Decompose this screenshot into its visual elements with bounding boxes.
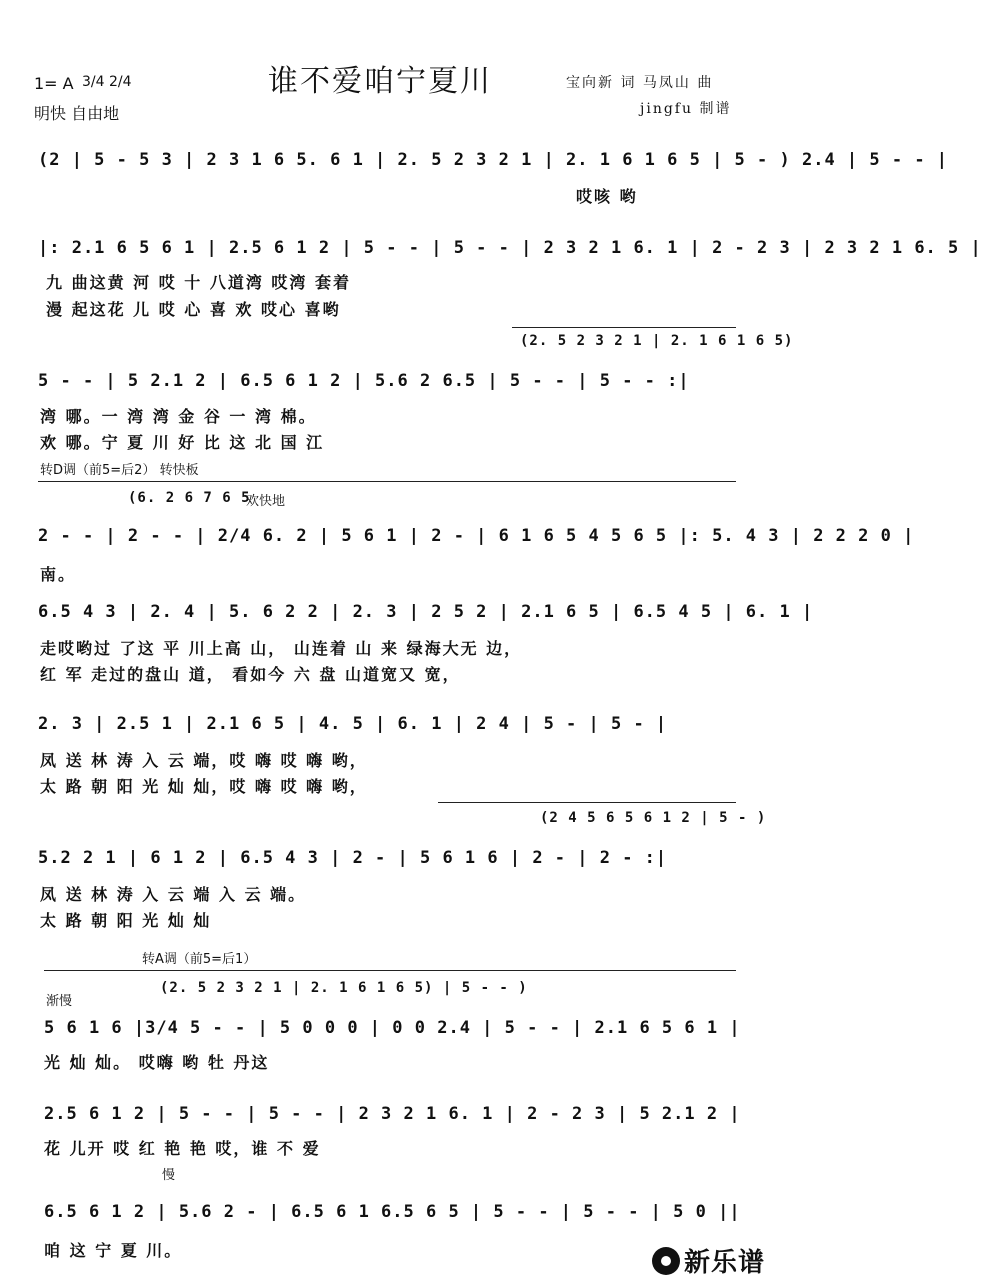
tempo-mark: 慢	[162, 1168, 176, 1183]
bracket-phrase: (2. 5 2 3 2 1 | 2. 1 6 1 6 5) | 5 - - )	[160, 980, 528, 996]
score-line: 2.5 6 1 2 | 5 - - | 5 - - | 2 3 2 1 6. 1 | 2 - 2 3 | 5 2.1 2 |	[44, 1104, 741, 1124]
lyric-line: 光 灿 灿。 哎嗨 哟 牡 丹这	[44, 1053, 270, 1072]
bracket-phrase: (6. 2 6 7 6 5	[128, 490, 251, 506]
arranger-credit: jingfu 制谱	[640, 101, 732, 117]
score-line: 2 - - | 2 - - | 2/4 6. 2 | 5 6 1 | 2 - | 6 1 6 5 4 5 6 5 |: 5. 4 3 | 2 2 2 0 |	[38, 526, 915, 546]
bracket-line	[512, 327, 736, 328]
lyric-line: 凤 送 林 涛 入 云 端，哎 嗨 哎 嗨 哟，	[40, 751, 368, 770]
score-line: 5 6 1 6 |3/4 5 - - | 5 0 0 0 | 0 0 2.4 | 5 - - | 2.1 6 5 6 1 |	[44, 1018, 741, 1038]
lyric-line: 欢 哪。宁 夏 川 好 比 这 北 国 江	[40, 433, 325, 452]
composer-credits: 宝向新 词 马凤山 曲	[566, 75, 714, 91]
lyric-line: 红 军 走过的盘山 道， 看如今 六 盘 山道宽又 宽，	[40, 665, 461, 684]
bracket-line	[44, 970, 736, 971]
time-signature: 3/4 2/4	[82, 74, 132, 90]
key-change-note: 转D调（前5=后2） 转快板	[40, 463, 199, 478]
lyric-line: 咱 这 宁 夏 川。	[44, 1241, 183, 1260]
bracket-line	[438, 802, 736, 803]
lyric-line: 走哎哟过 了这 平 川上高 山， 山连着 山 来 绿海大无 边，	[40, 639, 523, 658]
lyric-line: 漫 起这花 儿 哎 心 喜 欢 哎心 喜哟	[46, 300, 341, 319]
logo-text: 新乐谱	[684, 1248, 766, 1278]
bracket-phrase: (2. 5 2 3 2 1 | 2. 1 6 1 6 5)	[520, 333, 794, 349]
score-line: |: 2.1 6 5 6 1 | 2.5 6 1 2 | 5 - - | 5 - - | 2 3 2 1 6. 1 | 2 - 2 3 | 2 3 2 1 6. 5 |	[38, 238, 982, 258]
tempo-mark: 渐慢	[46, 994, 73, 1009]
lyric-line: 九 曲这黄 河 哎 十 八道湾 哎湾 套着	[46, 273, 351, 292]
score-line: 6.5 6 1 2 | 5.6 2 - | 6.5 6 1 6.5 6 5 | 5 - - | 5 - - | 5 0 ||	[44, 1202, 741, 1222]
score-line: 5.2 2 1 | 6 1 2 | 6.5 4 3 | 2 - | 5 6 1 6 | 2 - | 2 - :|	[38, 848, 668, 868]
score-line: 6.5 4 3 | 2. 4 | 5. 6 2 2 | 2. 3 | 2 5 2 | 2.1 6 5 | 6.5 4 5 | 6. 1 |	[38, 602, 814, 622]
lyric-line: 花 儿开 哎 红 艳 艳 哎，谁 不 爱	[44, 1139, 321, 1158]
bracket-line	[38, 481, 736, 482]
lyric-line: 南。	[40, 565, 77, 584]
score-line: (2 | 5 - 5 3 | 2 3 1 6 5. 6 1 | 2. 5 2 3 2 1 | 2. 1 6 1 6 5 | 5 - ) 2.4 | 5 - - |	[38, 150, 949, 170]
lyric-line: 太 路 朝 阳 光 灿 灿，哎 嗨 哎 嗨 哟，	[40, 777, 368, 796]
lyric-line: 凤 送 林 涛 入 云 端 入 云 端。	[40, 885, 307, 904]
tempo-marking: 明快 自由地	[34, 104, 120, 123]
tempo-mark: 欢快地	[246, 494, 286, 509]
lyric-line: 哎咳 哟	[576, 187, 638, 206]
key-change-note: 转A调（前5=后1）	[142, 952, 257, 967]
lyric-line: 湾 哪。一 湾 湾 金 谷 一 湾 棉。	[40, 407, 317, 426]
bracket-phrase: (2 4 5 6 5 6 1 2 | 5 - )	[540, 810, 767, 826]
disc-icon	[652, 1247, 680, 1275]
lyric-line: 太 路 朝 阳 光 灿 灿	[40, 911, 212, 930]
score-line: 5 - - | 5 2.1 2 | 6.5 6 1 2 | 5.6 2 6.5 | 5 - - | 5 - - :|	[38, 371, 690, 391]
key-signature: 1= A	[34, 74, 74, 93]
song-title: 谁不爱咱宁夏川	[268, 64, 492, 99]
score-line: 2. 3 | 2.5 1 | 2.1 6 5 | 4. 5 | 6. 1 | 2 4 | 5 - | 5 - |	[38, 714, 668, 734]
site-logo	[652, 1242, 765, 1279]
